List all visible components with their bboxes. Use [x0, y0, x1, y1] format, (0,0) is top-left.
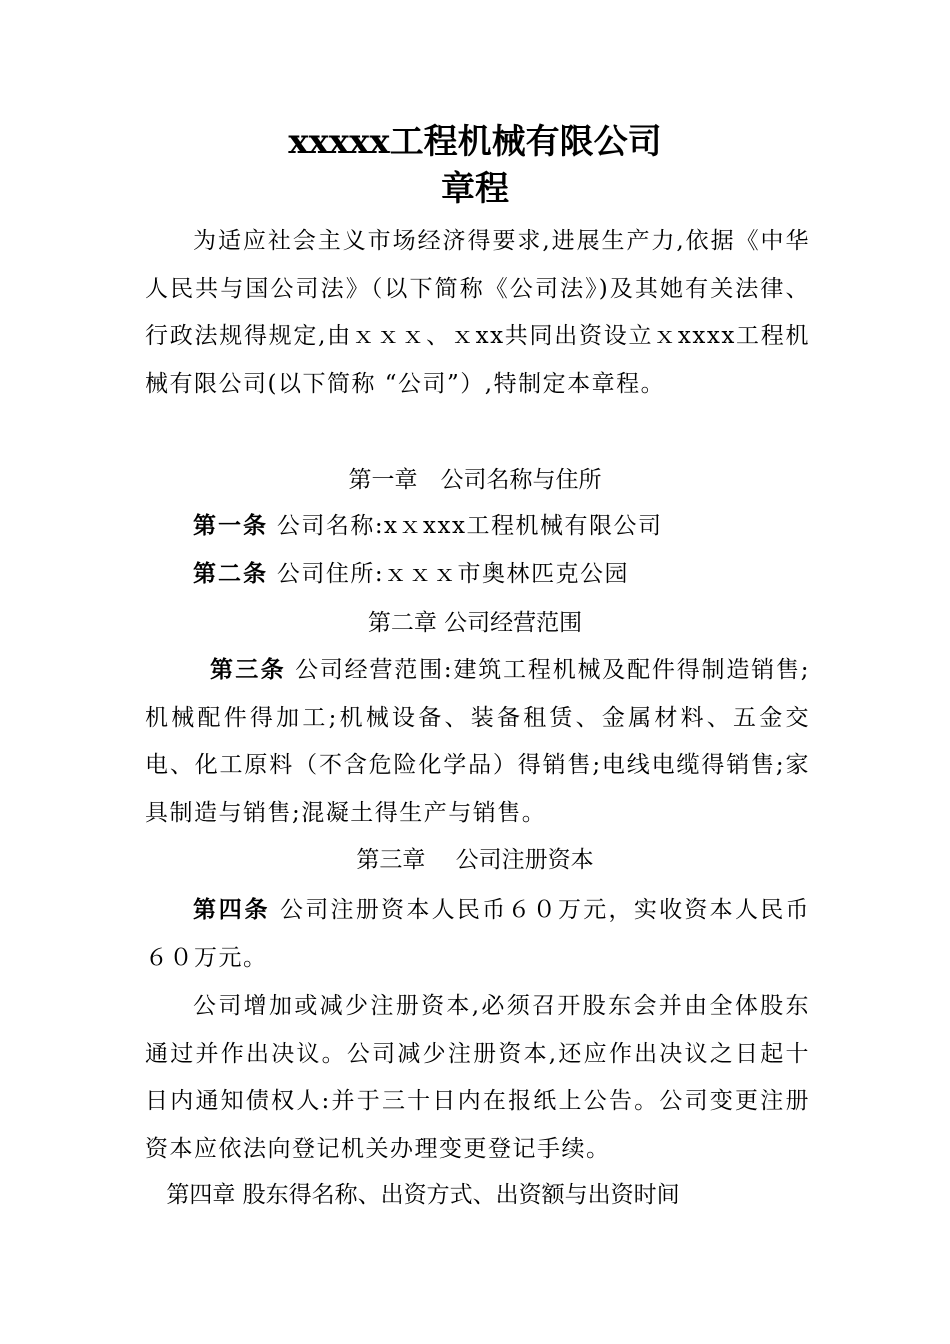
article-4	[145, 887, 810, 982]
document-title-charter: 章程	[441, 169, 509, 209]
article-3	[145, 647, 810, 837]
article-2	[145, 551, 810, 599]
article-1-text: 公司名称:xｘxxx工程机械有限公司	[276, 513, 663, 539]
chapter-1-heading: 第一章 公司名称与住所	[348, 467, 602, 493]
preamble-paragraph: 为适应社会主义市场经济得要求,进展生产力,依据《中华人民共与国公司法》（以下简称《公司法》)及其她有关法律、行政法规得规定,由ｘｘｘ、ｘxx共同出资设立ｘxxxx工程机械有限公司(以下简称 “公司”）,特制定本章程。	[145, 228, 810, 397]
article-3-text: 公司经营范围:建筑工程机械及配件得制造销售; 机械配件得加工;机械设备、装备租赁、金属材料、五金交电、化工原料（不含危险化学品）得销售;电线电缆得销售;家具制造与销售;混凝土得生产与销售。	[145, 657, 811, 826]
article-2-number: 第二条	[193, 561, 268, 587]
capital-change-paragraph: 公司增加或减少注册资本,必须召开股东会并由全体股东通过并作出决议。公司减少注册资本,还应作出决议之日起十日内通知债权人:并于三十日内在报纸上公告。公司变更注册资本应依法向登记机关办理变更登记手续。	[145, 993, 810, 1162]
chapter-4-heading: 第四章 股东得名称、出资方式、出资额与出资时间	[166, 1182, 680, 1208]
article-4-text: 公司注册资本人民币６０万元，实收资本人民币６０万元。	[145, 897, 811, 971]
article-2-text: 公司住所:ｘｘｘ市奥林匹克公园	[276, 561, 630, 587]
article-1-number: 第一条	[193, 513, 268, 539]
document-title-company: xxxxx工程机械有限公司	[288, 122, 662, 162]
chapter-3-heading: 第三章 公司注册资本	[356, 847, 594, 873]
chapter-2-heading: 第二章 公司经营范围	[367, 610, 583, 636]
article-3-number: 第三条	[210, 657, 286, 683]
article-1	[145, 503, 810, 551]
article-4-number: 第四条	[193, 897, 271, 923]
